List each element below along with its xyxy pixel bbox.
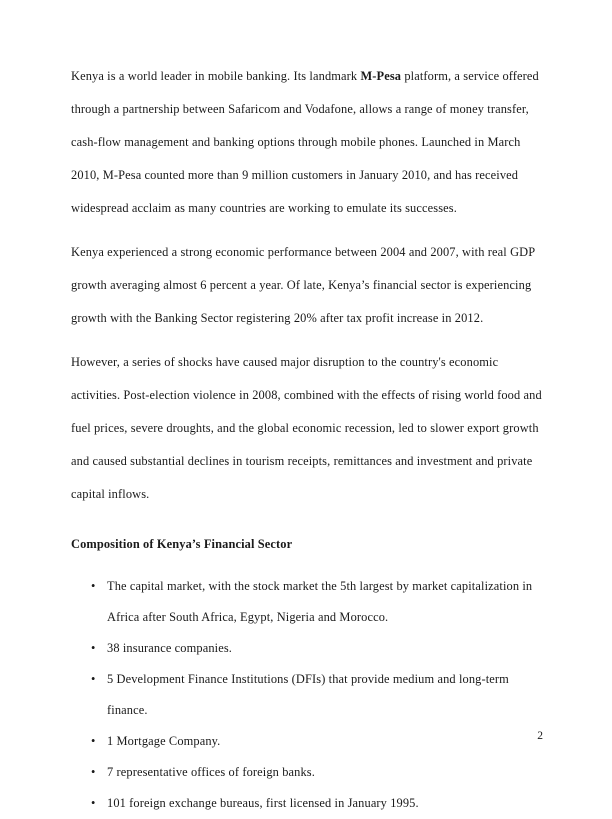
list-item-text: 101 foreign exchange bureaus, first licensed in January 1995. (107, 796, 419, 810)
bullet-icon: • (91, 734, 96, 748)
list-item-text: The capital market, with the stock market the 5th largest by market capitalization in Africa after South Africa, Egypt, Nigeria and Morocco. (107, 579, 533, 624)
bullet-icon: • (91, 765, 96, 779)
bullet-icon: • (91, 579, 96, 593)
page-number: 2 (537, 730, 543, 742)
paragraph-mpesa-text-before: Kenya is a world leader in mobile banking. Its landmark (71, 69, 361, 83)
bullet-icon: • (91, 672, 96, 686)
page-content (71, 60, 543, 819)
paragraph-shocks: However, a series of shocks have caused major disruption to the country's economic activities. Post-election violence in 2008, combined with the effects of rising world food and fuel prices, severe droughts, and the global economic recession, led to slower export growth and caused substantial declines in tourism receipts, remittances and investment and private capital inflows. (71, 355, 542, 501)
list-item-text: 5 Development Finance Institutions (DFIs) that provide medium and long-term finance. (107, 672, 509, 717)
list-item (71, 664, 543, 726)
list-item-text: 7 representative offices of foreign banks. (107, 765, 315, 779)
paragraph-mpesa-text-after: platform, a service offered through a partnership between Safaricom and Vodafone, allows a range of money transfer, cash-flow management and banking options through mobile phones. Launched in March 2010, M-Pesa counted more than 9 million customers in January 2010, and has received widespread acclaim as many countries are working to emulate its successes. (71, 69, 539, 215)
list-item-text: 38 insurance companies. (107, 641, 232, 655)
paragraph-growth: Kenya experienced a strong economic performance between 2004 and 2007, with real GDP growth averaging almost 6 percent a year. Of late, Kenya’s financial sector is experiencing growth with the Banking Sector registering 20% after tax profit increase in 2012. (71, 245, 535, 325)
bullet-icon: • (91, 641, 96, 655)
list-item (71, 633, 543, 664)
list-item (71, 757, 543, 788)
paragraph-mpesa (71, 60, 543, 225)
mpesa-bold-term: M-Pesa (360, 69, 402, 83)
financial-sector-list (71, 571, 543, 819)
bullet-icon: • (91, 796, 96, 810)
list-item (71, 788, 543, 819)
section-heading-financial-sector: Composition of Kenya’s Financial Sector (71, 537, 293, 551)
list-item (71, 571, 543, 633)
list-item-text: 1 Mortgage Company. (107, 734, 221, 748)
